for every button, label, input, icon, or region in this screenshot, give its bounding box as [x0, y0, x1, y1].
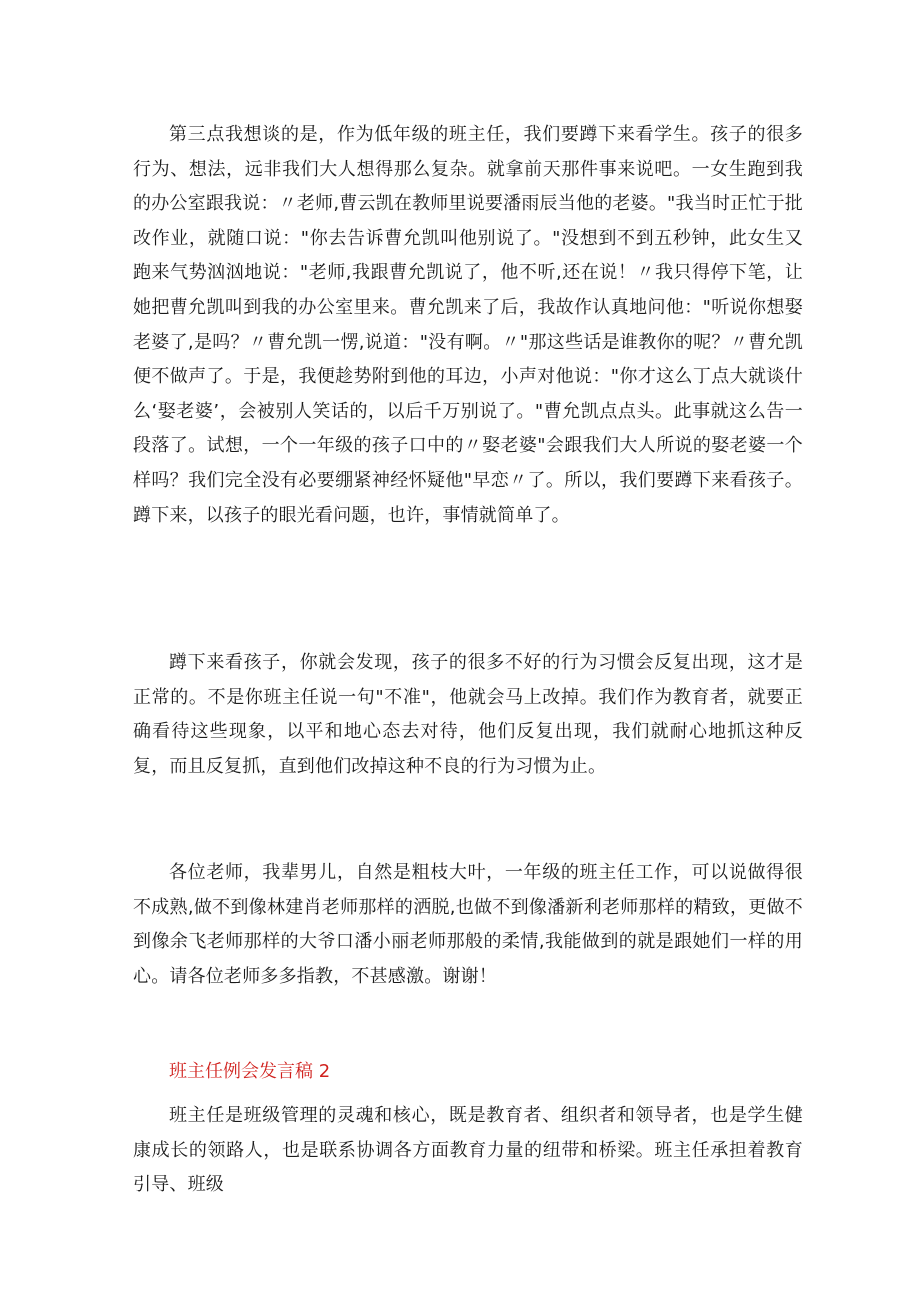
paragraph-2: 蹲下来看孩子，你就会发现，孩子的很多不好的行为习惯会反复出现，这才是正常的。不是你班主任说一句"不准"，他就会马上改掉。我们作为教育者，就要正确看待这些现象，以平和地心态去对待，他们反复出现，我们就耐心地抓这种反复，而且反复抓，直到他们改掉这种不良的行为习惯为止。	[133, 652, 803, 777]
paragraph-3: 各位老师，我辈男儿，自然是粗枝大叶，一年级的班主任工作，可以说做得很不成熟,做不到像林建肖老师那样的洒脱,也做不到像潘新利老师那样的精致，更做不到像余飞老师那样的大爷口潘小丽老师那般的柔情,我能做到的就是跟她们一样的用心。请各位老师多多指教，不甚感激。谢谢！	[133, 862, 803, 987]
paragraph-4: 班主任是班级管理的灵魂和核心，既是教育者、组织者和领导者，也是学生健康成长的领路人，也是联系协调各方面教育力量的纽带和桥梁。班主任承担着教育引导、班级	[133, 1105, 803, 1196]
paragraph-1: 第三点我想谈的是，作为低年级的班主任，我们要蹲下来看学生。孩子的很多行为、想法，远非我们大人想得那么复杂。就拿前天那件事来说吧。一女生跑到我的办公室跟我说：〃老师,曹云凯在教师里说要潘雨辰当他的老婆。"我当时正忙于批改作业，就随口说："你去告诉曹允凯叫他别说了。"没想到不到五秒钟，此女生又跑来气势汹汹地说："老师,我跟曹允凯说了，他不听,还在说！〃我只得停下笔，让她把曹允凯叫到我的办公室里来。曹允凯来了后，我故作认真地问他："听说你想娶老婆了,是吗？〃曹允凯一愣,说道："没有啊。〃"那这些话是谁教你的呢？〃曹允凯便不做声了。于是，我便趁势附到他的耳边，小声对他说："你才这么丁点大就谈什么‘娶老婆’，会被别人笑话的，以后千万别说了。"曹允凯点点头。此事就这么告一段落了。试想，一个一年级的孩子口中的〃娶老婆"会跟我们大人所说的娶老婆一个样吗？我们完全没有必要绷紧神经怀疑他"早恋〃了。所以，我们要蹲下来看孩子。蹲下来，以孩子的眼光看问题，也许，事情就简单了。	[133, 124, 803, 526]
section-heading: 班主任例会发言稿 2	[169, 1061, 331, 1082]
